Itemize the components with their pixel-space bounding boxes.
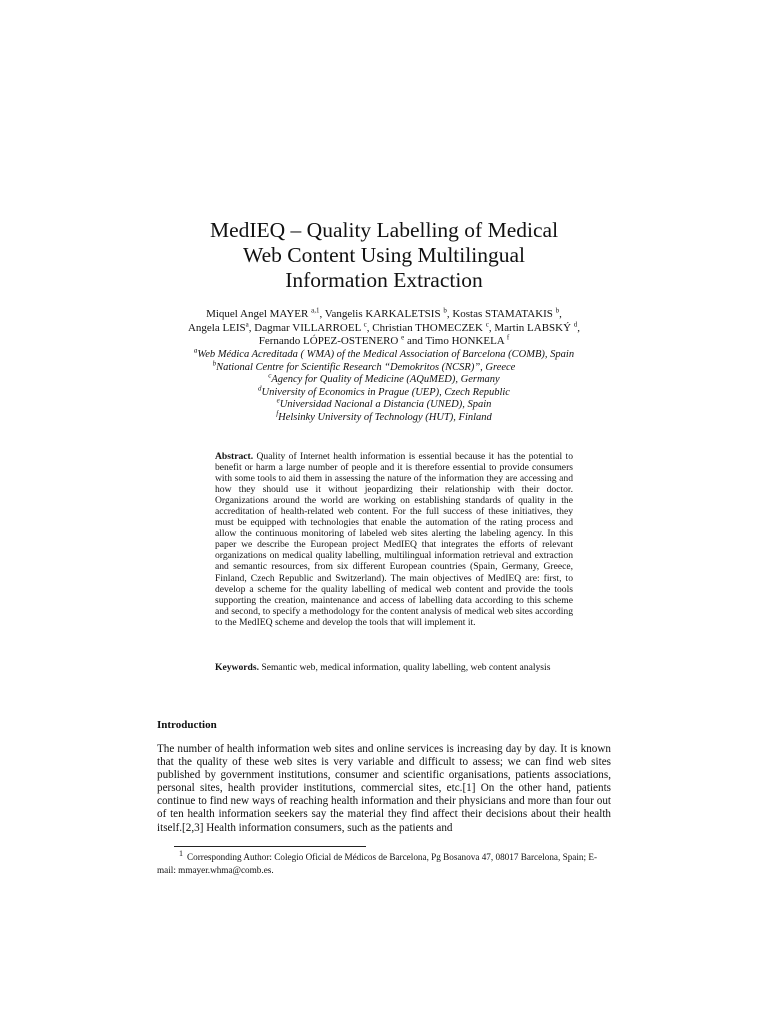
abstract-label: Abstract. [215,451,254,462]
author-affil-mark: f [506,333,510,342]
author-affil-mark: c [485,319,489,328]
affiliation-text: Web Médica Acreditada ( WMA) of the Medical Association of Barcelona (COMB), Spain [197,349,575,360]
author-name: Fernando LÓPEZ-OSTENERO [258,335,399,347]
author-affil-mark: b [555,306,560,315]
affiliation-mark: d [258,384,262,392]
author-affil-mark: a [245,319,249,328]
author-line [0,335,768,349]
affiliation-mark: e [276,396,280,405]
footnote [157,848,611,877]
affiliation-text: University of Economics in Prague (UEP), Czech Republic [261,386,510,398]
author-name: and Timo HONKELA [404,335,505,347]
author-affil-mark: d [573,319,578,328]
affiliation [0,359,768,375]
author-separator: , [577,321,581,334]
author-name: , Vangelis KARKALETSIS [319,308,441,320]
abstract-text: Quality of Internet health information is essential because it has the potential to benefit or harm a large number of people and it is therefore essential to provide consumers with some tools to aid them in assessing the nature of the information they are accessing and how they should use it without jeopardizing their relationship with their doctor. Organizations around the world are working on establishing standards of quality in the accreditation of health-related web content. For the full success of these initiatives, they must be equipped with technologies that enable the automation of the rating process and allow the continuous monitoring of labeled web sites alerting the labeling agency. In this paper we describe the European project MedIEQ that integrates the efforts of relevant organizations on medical quality labelling, multilingual information retrieval and extraction and semantic resources, from six different European countries (Spain, Germany, Greece, Finland, Czech Republic and Switzerland). The main objectives of MedIEQ are: first, to develop a scheme for the quality labelling of medical web content and provide the tools supporting the creation, maintenance and access of labelling data according to this scheme and second, to specify a methodology for the content analysis of medical web sites according to the MedIEQ scheme and develop the tools that will implement it. [215,451,574,628]
author-name: , Martin LABSKÝ [488,321,572,334]
author-name: Miquel Angel MAYER [206,308,309,320]
footnote-text: Corresponding Author: Colegio Oficial de Médicos de Barcelona, Pg Bosanova 47, 08017 Barcelona, Spain; E-mail: mmayer.whma@comb.es. [157,852,598,875]
title-line: Information Extraction [285,268,483,292]
keywords-text: Semantic web, medical information, quality labelling, web content analysis [261,662,551,673]
keywords [215,662,573,673]
affiliation-mark: b [212,359,217,367]
affiliation [0,384,768,400]
affiliation-text: National Centre for Scientific Research “Demokritos (NCSR)”, Greece [216,361,516,373]
title-line: MedIEQ – Quality Labelling of Medical [209,218,559,242]
keywords-label: Keywords. [215,662,259,673]
introduction-paragraph: The number of health information web sites and online services is increasing day by day. It is known that the quality of these web sites is very variable and difficult to assess; we can find web sites published by government institutions, consumer and scientific organisations, patients associations, personal sites, health provider institutions, commercial sites, etc.[1] On the other hand, patients continue to find new ways of reaching health information and their physicians and more than four out of ten health information seekers say the material they find affect their decisions about their health itself.[2,3] Health information consumers, such as the patients and [157,743,611,834]
author-name: Angela LEIS [187,321,246,334]
author-separator: , [559,308,562,320]
affiliation [0,409,768,425]
affiliation-list [0,346,768,424]
author-list [0,308,768,349]
author-affil-mark: b [443,306,447,315]
affiliation-mark: a [193,346,198,355]
author-name: , Christian THOMECZEK [366,321,483,334]
author-affil-mark: e [401,333,405,342]
affiliation-mark: f [276,409,279,417]
title-line: Web Content Using Multilingual [243,243,525,267]
author-affil-mark: a,1 [311,306,320,315]
affiliation-text: Helsinky University of Technology (HUT), Finland [278,411,492,423]
author-name: , Dagmar VILLARROEL [248,321,361,334]
affiliation [0,371,768,387]
affiliation-text: Universidad Nacional a Distancia (UNED), Spain [279,399,492,410]
section-heading: Introduction [157,719,217,731]
affiliation-mark: c [268,371,272,380]
author-line [0,319,768,336]
affiliation [0,396,768,412]
affiliation-text: Agency for Quality of Medicine (AQuMED), Germany [271,374,500,385]
author-name: , Kostas STAMATAKIS [446,308,553,320]
abstract [215,451,573,628]
author-affil-mark: c [363,319,367,328]
footnote-divider [174,846,366,847]
author-line [0,308,768,322]
affiliation [0,346,768,362]
footnote-mark: 1 [179,848,183,858]
paper-title [0,218,768,293]
